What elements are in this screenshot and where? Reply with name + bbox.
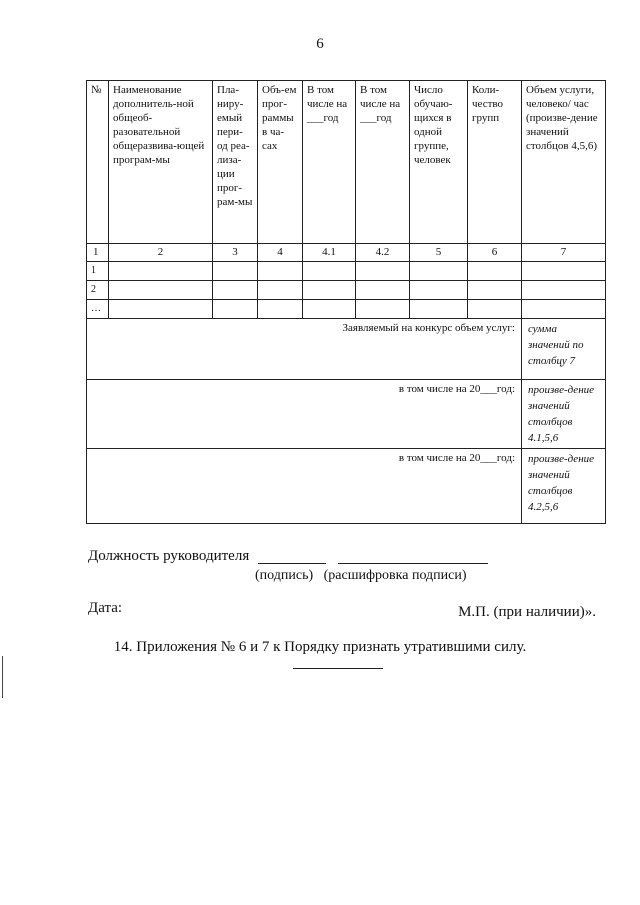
table-row	[87, 281, 606, 300]
services-table	[86, 80, 606, 524]
end-divider	[293, 668, 383, 669]
summary-label: Заявляемый на конкурс объем услуг:	[87, 319, 522, 380]
header-groups: Коли-чество групп	[468, 81, 522, 244]
table-row	[87, 262, 606, 281]
scan-mark	[2, 656, 3, 698]
summary-label: в том числе на 20___год:	[87, 449, 522, 524]
col-num: 5	[410, 244, 468, 262]
row-number: 2	[87, 281, 109, 300]
date-label: Дата:	[88, 600, 123, 616]
header-year-1: В том числе на ___год	[303, 81, 356, 244]
col-num: 2	[109, 244, 213, 262]
signature-line	[258, 563, 326, 564]
header-program-name: Наименование дополнитель-ной общеоб-разовательной общеразвива-ющей програм-мы	[109, 81, 213, 244]
table-header-row	[87, 81, 606, 244]
col-num: 3	[213, 244, 258, 262]
col-num: 6	[468, 244, 522, 262]
header-volume: Объем услуги, человеко/ час (произве-дение значений столбцов 4,5,6)	[522, 81, 606, 244]
col-num: 1	[87, 244, 109, 262]
summary-row-total	[87, 319, 606, 380]
header-period: Пла-ниру-емый пери-од реа-лиза-ции прог-рам-мы	[213, 81, 258, 244]
header-year-2: В том числе на ___год	[356, 81, 410, 244]
header-no: №	[87, 81, 109, 244]
summary-row-year-1	[87, 380, 606, 449]
col-num: 4	[258, 244, 303, 262]
summary-label: в том числе на 20___год:	[87, 380, 522, 449]
signature-captions	[255, 568, 467, 584]
name-decode-line	[338, 563, 488, 564]
page-number: 6	[316, 36, 324, 52]
summary-note: произве-дение значений столбцов 4.1,5,6	[522, 380, 606, 449]
col-num: 4.2	[356, 244, 410, 262]
header-hours: Объ-ем прог-раммы в ча-сах	[258, 81, 303, 244]
summary-note: сумма значений по столбцу 7	[522, 319, 606, 380]
summary-row-year-2	[87, 449, 606, 524]
summary-note: произве-дение значений столбцов 4.2,5,6	[522, 449, 606, 524]
table-row	[87, 300, 606, 319]
row-number: 1	[87, 262, 109, 281]
column-numbers-row	[87, 244, 606, 262]
position-label: Должность руководителя	[88, 548, 250, 564]
sign-caption: (подпись)	[255, 568, 314, 583]
header-students: Число обучаю-щихся в одной группе, человек	[410, 81, 468, 244]
item-14-text: 14. Приложения № 6 и 7 к Порядку признать утратившими силу.	[113, 639, 527, 655]
col-num: 7	[522, 244, 606, 262]
col-num: 4.1	[303, 244, 356, 262]
decode-caption: (расшифровка подписи)	[323, 568, 467, 583]
row-number: …	[87, 300, 109, 319]
stamp-label: М.П. (при наличии)».	[458, 604, 596, 620]
